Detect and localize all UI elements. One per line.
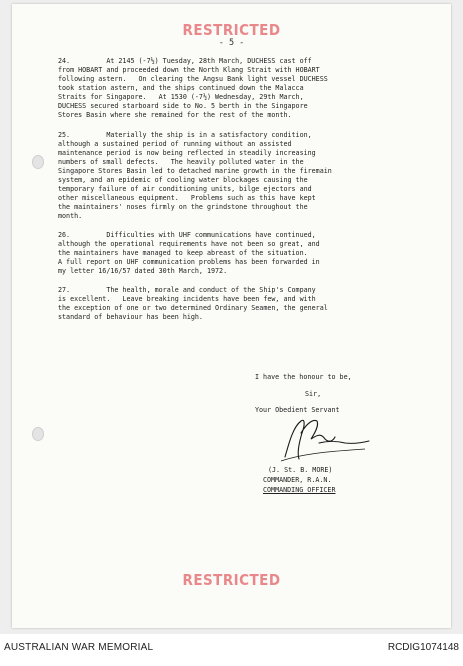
- signatory-rank: COMMANDER, R.A.N.: [263, 476, 332, 484]
- restricted-stamp-bottom: RESTRICTED: [182, 571, 281, 589]
- signatory-name: (J. St. B. MORE): [268, 466, 333, 474]
- handwritten-signature: [275, 413, 375, 465]
- paragraph-24: 24. At 2145 (-7½) Tuesday, 28th March, DUCHESS cast off from HOBART and proceeded down the North Klang Strait with HOBART following astern. On clearing the Angsu Bank light vessel DUCHESS took station astern, and the ships continued down the Malacca Straits for Singapore. At 1530 (-7½) Wednesday, 29th March, DUCHESS secured starboard side to No. 5 berth in the Singapore Stores Basin where she remained for the rest of the month.: [58, 57, 328, 120]
- punch-hole: [32, 155, 44, 169]
- paragraph-26: 26. Difficulties with UHF communications have continued, although the operational requirements have not been so great, and the maintainers have managed to keep abreast of the situation. A full report on UHF communication problems has been forwarded in my letter 16/16/57 dated 30th March, 1972.: [58, 231, 320, 276]
- signatory-title: COMMANDING OFFICER: [263, 486, 336, 494]
- closing-honour: I have the honour to be,: [255, 373, 352, 381]
- footer-archive-name: AUSTRALIAN WAR MEMORIAL: [4, 642, 154, 653]
- page-number: - 5 -: [218, 38, 245, 48]
- punch-hole: [32, 427, 44, 441]
- paragraph-27: 27. The health, morale and conduct of the Ship's Company is excellent. Leave breaking incidents have been few, and with the exception of one or two determined Ordinary Seamen, the general standard of behaviour has been high.: [58, 286, 328, 322]
- restricted-stamp-top: RESTRICTED: [182, 21, 281, 39]
- closing-servant: Your Obedient Servant: [255, 406, 340, 414]
- paragraph-25: 25. Materially the ship is in a satisfactory condition, although a sustained period of running without an assisted maintenance period is now being reflected in steadily increasing numbers of small defects. The heavily polluted water in the Singapore Stores Basin led to detached marine growth in the firemain system, and an epidemic of cooling water blockages causing the temporary failure of air conditioning units, bilge ejectors and other miscellaneous equipment. Problems such as this have kept the maintainers' noses firmly on the grindstone throughout the month.: [58, 131, 332, 221]
- closing-salutation: Sir,: [305, 390, 322, 398]
- footer-record-id: RCDIG1074148: [387, 642, 459, 653]
